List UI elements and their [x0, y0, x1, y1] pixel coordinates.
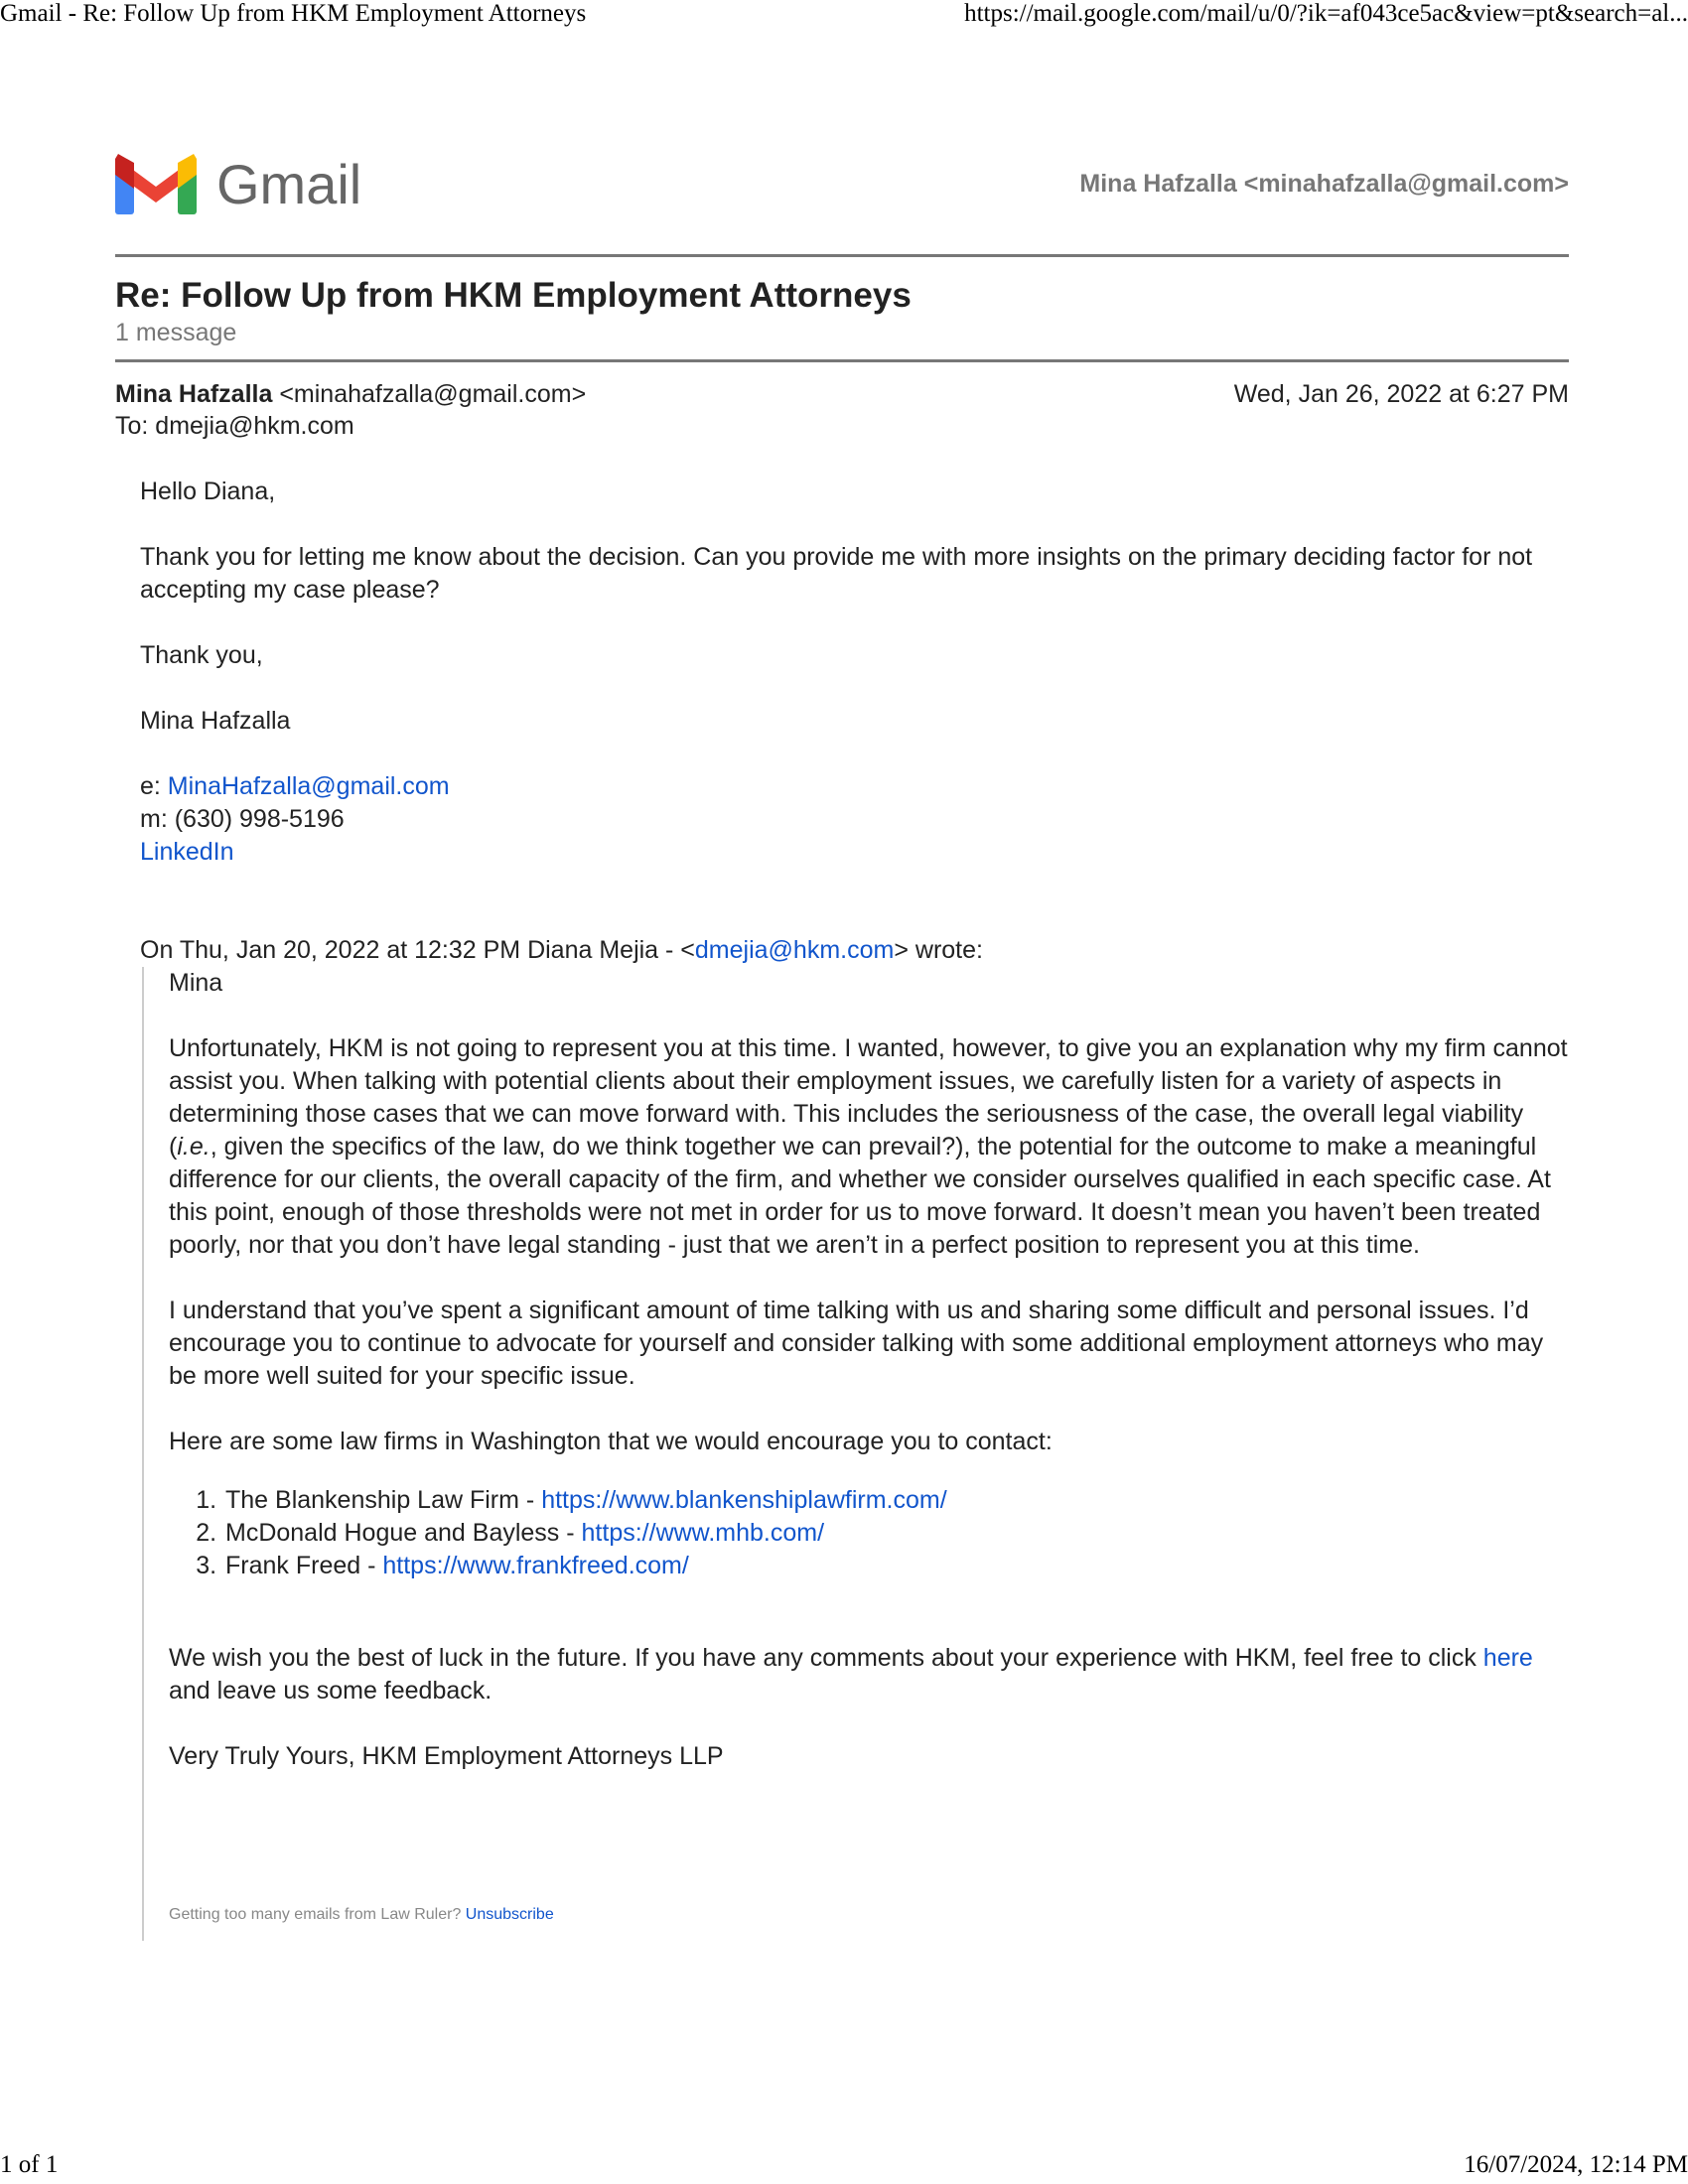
body-paragraph: Thank you for letting me know about the decision. Can you provide me with more insights on the primary deciding factor for not accepting my case please?	[140, 543, 1533, 604]
message-count: 1 message	[115, 319, 237, 346]
email-print-page	[115, 139, 1569, 1941]
feedback-link[interactable]: here	[1482, 1644, 1533, 1672]
quoted-salutation: Mina	[169, 969, 223, 997]
list-item	[223, 1484, 1569, 1517]
quoted-paragraph-2: I understand that you’ve spent a significant amount of time talking with us and sharing some difficult and personal issues. I’d encourage you to continue to advocate for yourself and consider talking with some additional employment attorneys who may be more well suited for your specific issue.	[169, 1297, 1544, 1390]
subject-divider	[115, 359, 1569, 362]
sender-name: Mina Hafzalla	[115, 380, 273, 408]
quoted-message	[142, 967, 1569, 1941]
thanks-line: Thank you,	[140, 641, 263, 669]
signature-email-link[interactable]: MinaHafzalla@gmail.com	[167, 772, 450, 800]
list-item	[223, 1517, 1569, 1550]
unsubscribe-link[interactable]: Unsubscribe	[465, 1906, 554, 1923]
law-firm-list	[169, 1484, 1569, 1582]
print-footer	[0, 2151, 1688, 2179]
quote-attribution-prefix: On Thu, Jan 20, 2022 at 12:32 PM Diana Mejia - <	[140, 936, 695, 964]
signature-linkedin-line	[140, 836, 1569, 869]
print-header	[0, 0, 1688, 28]
print-page-title: Gmail - Re: Follow Up from HKM Employment Attorneys	[0, 0, 587, 27]
message-meta	[115, 378, 1569, 410]
quoted-paragraph-1	[169, 1032, 1569, 1262]
firm-link[interactable]: https://www.blankenshiplawfirm.com/	[541, 1486, 947, 1514]
unsubscribe-note	[169, 1898, 1569, 1941]
quoted-paragraph-4-b: and leave us some feedback.	[169, 1677, 492, 1705]
header-divider	[115, 254, 1569, 257]
message-body	[140, 476, 1569, 1941]
sender	[115, 378, 586, 410]
list-item	[223, 1550, 1569, 1582]
gmail-wordmark: Gmail	[216, 152, 362, 215]
message-date: Wed, Jan 26, 2022 at 6:27 PM	[1233, 380, 1569, 408]
quoted-closing: Very Truly Yours, HKM Employment Attorneys LLP	[169, 1742, 724, 1770]
sender-email: <minahafzalla@gmail.com>	[279, 380, 587, 408]
quoted-sender-email-link[interactable]: dmejia@hkm.com	[694, 936, 895, 964]
page-number: 1 of 1	[0, 2151, 59, 2178]
quoted-paragraph-1-b: , given the specifics of the law, do we think together we can prevail?), the potential for the outcome to make a meaningful difference for our clients, the overall capacity of the firm, and whether we consider ourselves qualified in each specific case. At this point, enough of those thresholds were not met in order for us to move forward. It doesn’t mean you haven’t been treated poorly, nor that you don’t have legal standing - just that we aren’t in a perfect position to represent you at this time.	[169, 1133, 1551, 1259]
account-identity: Mina Hafzalla <minahafzalla@gmail.com>	[1079, 169, 1569, 198]
quoted-paragraph-4-a: We wish you the best of luck in the future. If you have any comments about your experience with HKM, feel free to click	[169, 1644, 1483, 1672]
signature-email-prefix: e:	[140, 772, 168, 800]
signature-phone: m: (630) 998-5196	[140, 805, 345, 833]
firm-name: McDonald Hogue and Bayless -	[225, 1519, 582, 1547]
gmail-brand	[115, 152, 361, 216]
quoted-paragraph-1-ie: i.e.	[177, 1133, 211, 1160]
quote-attribution-suffix: > wrote:	[894, 936, 983, 964]
gmail-logo-icon	[115, 153, 197, 214]
firm-link[interactable]: https://www.frankfreed.com/	[382, 1552, 689, 1579]
firm-name: Frank Freed -	[225, 1552, 383, 1579]
firm-link[interactable]: https://www.mhb.com/	[581, 1519, 825, 1547]
recipient-line: To: dmejia@hkm.com	[115, 412, 354, 440]
quoted-paragraph-4	[169, 1642, 1569, 1707]
print-timestamp: 16/07/2024, 12:14 PM	[1464, 2151, 1688, 2178]
print-page-url: https://mail.google.com/mail/u/0/?ik=af043ce5ac&view=pt&search=al...	[964, 0, 1688, 27]
unsubscribe-text: Getting too many emails from Law Ruler?	[169, 1906, 466, 1923]
greeting: Hello Diana,	[140, 478, 276, 505]
brand-header	[115, 139, 1569, 228]
quote-attribution	[140, 934, 1569, 967]
signature-block	[140, 770, 1569, 869]
signature-name: Mina Hafzalla	[140, 707, 291, 735]
signature-email-line	[140, 770, 1569, 803]
quoted-paragraph-1-a: Unfortunately, HKM is not going to represent you at this time. I wanted, however, to give you an explanation why my firm cannot assist you. When talking with potential clients about their employment issues, we carefully listen for a variety of aspects in determining those cases that we can move forward with. This includes the seriousness of the case, the overall legal viability (	[169, 1034, 1568, 1160]
thread-subject: Re: Follow Up from HKM Employment Attorneys	[115, 276, 912, 315]
quoted-paragraph-3: Here are some law firms in Washington that we would encourage you to contact:	[169, 1428, 1053, 1455]
linkedin-link[interactable]: LinkedIn	[140, 838, 234, 866]
firm-name: The Blankenship Law Firm -	[225, 1486, 542, 1514]
